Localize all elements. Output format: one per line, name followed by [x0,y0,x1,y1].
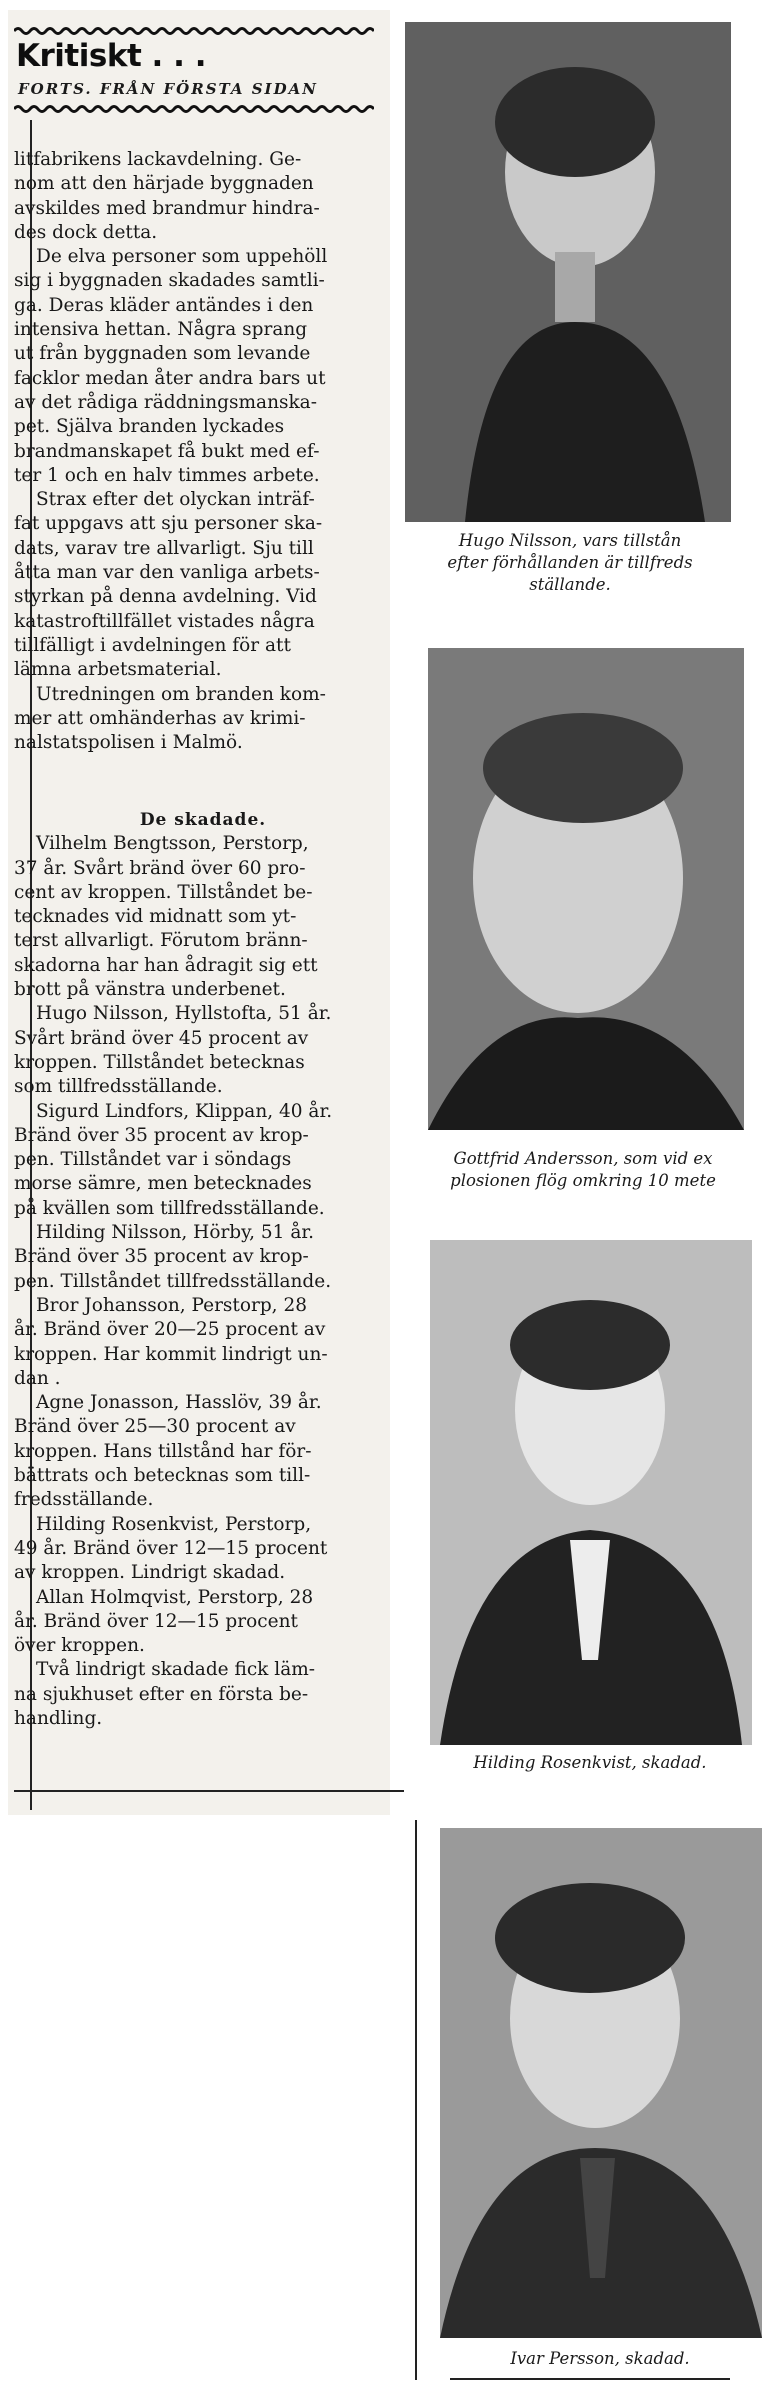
injured-line: kroppen. Har kommit lindrigt un- [14,1343,328,1365]
injured-line: över kroppen. [14,1635,145,1657]
injured-line: brott på vänstra underbenet. [14,979,286,1001]
body-line: styrkan på denna avdelning. Vid [14,586,317,608]
body-line: lämna arbetsmaterial. [14,659,222,681]
caption-line: Hilding Rosenkvist, skadad. [473,1753,707,1772]
article-subhead: FORTS. FRÅN FÖRSTA SIDAN [18,80,318,98]
body-line: nom att den härjade byggnaden [14,173,314,195]
injured-line: Två lindrigt skadade fick läm- [36,1659,316,1681]
injured-line: handling. [14,1707,103,1729]
body-line: katastroftillfället vistades några [14,610,315,632]
injured-line: Hugo Nilsson, Hyllstofta, 51 år. [36,1003,332,1025]
caption-line: ställande. [529,575,611,594]
caption-line: efter förhållanden är tillfreds [447,553,693,572]
caption-line: Ivar Persson, skadad. [510,2349,690,2368]
body-line: ter 1 och en halv timmes arbete. [14,464,320,486]
injured-line: Hilding Nilsson, Hörby, 51 år. [36,1222,315,1244]
injured-line: Hilding Rosenkvist, Perstorp, [36,1513,312,1535]
body-line: des dock detta. [14,221,158,243]
injured-list [14,808,392,1731]
injured-line: bättrats och betecknas som till- [14,1465,311,1487]
injured-line: 37 år. Svårt bränd över 60 pro- [14,857,306,879]
injured-line: 49 år. Bränd över 12—15 procent [14,1537,328,1559]
body-line: facklor medan åter andra bars ut [14,367,326,389]
section-heading: De skadade. [139,810,267,830]
body-line: ga. Deras kläder antändes i den [14,294,314,316]
body-line: åtta man var den vanliga arbets- [14,562,320,584]
caption-underline [450,2378,730,2380]
injured-line: av kroppen. Lindrigt skadad. [14,1562,286,1584]
injured-line: Vilhelm Bengtsson, Perstorp, [36,833,309,855]
injured-line: Bränd över 35 procent av krop- [14,1124,309,1146]
caption-line: Gottfrid Andersson, som vid ex [453,1149,713,1168]
caption-3 [430,1752,750,1774]
portrait-photo-gottfrid-andersson [428,648,744,1130]
body-line: litfabrikens lackavdelning. Ge- [14,149,302,170]
injured-line: Bränd över 35 procent av krop- [14,1246,309,1268]
caption-line: Hugo Nilsson, vars tillstån [458,531,682,550]
body-line: ut från byggnaden som levande [14,343,311,365]
body-line: fat uppgavs att sju personer ska- [14,513,323,535]
body-line: mer att omhänderhas av krimi- [14,707,306,729]
injured-line: Bror Johansson, Perstorp, 28 [36,1294,307,1316]
body-line: av det rådiga räddningsmanska- [14,391,317,413]
injured-line: fredsställande. [14,1489,154,1511]
body-line: De elva personer som uppehöll [36,246,328,268]
portrait-photo-hilding-rosenkvist [430,1240,752,1745]
injured-line: dan . [14,1367,61,1389]
injured-line: cent av kroppen. Tillståndet be- [14,881,313,903]
right-column-rule [415,1820,417,2380]
body-line: sig i byggnaden skadades samtli- [14,270,325,292]
injured-line: kroppen. Tillståndet betecknas [14,1051,305,1073]
injured-line: tecknades vid midnatt som yt- [14,906,297,928]
caption-4 [440,2348,760,2370]
body-line: Strax efter det olyckan inträf- [36,489,315,511]
injured-line: år. Bränd över 12—15 procent [14,1610,298,1632]
subhead-wavy-rule [14,104,374,114]
injured-line: Sigurd Lindfors, Klippan, 40 år. [36,1100,333,1122]
injured-line: år. Bränd över 20—25 procent av [14,1319,326,1341]
caption-2 [418,1148,748,1192]
injured-line: Bränd över 25—30 procent av [14,1416,296,1438]
body-line: avskildes med brandmur hindra- [14,197,320,219]
body-line: intensiva hettan. Några sprang [14,319,308,341]
portrait-photo-ivar-persson [440,1828,762,2338]
injured-line: Allan Holmqvist, Perstorp, 28 [36,1586,314,1608]
caption-line: plosionen flög omkring 10 mete [450,1171,716,1190]
body-line: Utredningen om branden kom- [36,683,326,705]
body-line: nalstatspolisen i Malmö. [14,732,243,754]
article-end-rule [14,1790,404,1792]
injured-line: terst allvarligt. Förutom bränn- [14,930,308,952]
caption-1 [405,530,735,596]
injured-line: na sjukhuset efter en första be- [14,1683,309,1705]
top-wavy-rule [14,26,374,36]
injured-line: morse sämre, men betecknades [14,1173,312,1195]
body-line: dats, varav tre allvarligt. Sju till [14,537,314,559]
body-line: tillfälligt i avdelningen för att [14,634,291,656]
injured-line: pen. Tillståndet tillfredsställande. [14,1270,332,1292]
injured-line: Agne Jonasson, Hasslöv, 39 år. [36,1392,322,1414]
body-line: brandmanskapet få bukt med ef- [14,440,320,462]
injured-line: kroppen. Hans tillstånd har för- [14,1440,312,1462]
article-headline: Kritiskt . . . [16,38,206,74]
injured-line: som tillfredsställande. [14,1076,223,1098]
body-line: pet. Själva branden lyckades [14,416,285,438]
portrait-photo-hugo-nilsson [405,22,731,522]
injured-line: pen. Tillståndet var i söndags [14,1149,292,1171]
injured-line: skadorna har han ådragit sig ett [14,954,318,976]
injured-line: Svårt bränd över 45 procent av [14,1027,309,1049]
article-body [14,148,392,755]
injured-line: på kvällen som tillfredsställande. [14,1197,325,1219]
